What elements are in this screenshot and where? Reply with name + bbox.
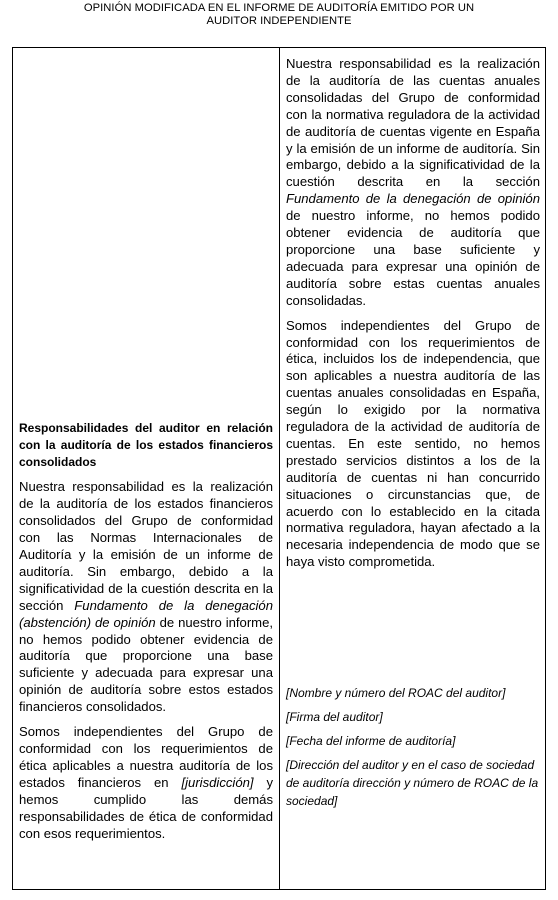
signature-report-date: [Fecha del informe de auditoría]: [286, 734, 456, 748]
left-paragraph-independence: [19, 724, 273, 842]
left-p1-text-b: de nuestro informe, no hemos podido obtener evidencia de auditoría que proporcione una base suficiente y adecuada para expresar una opinión de auditoría sobre estos estados financieros consolidados.: [19, 614, 274, 715]
right-p1-italic-reference: Fundamento de la denegación de opinión: [286, 191, 540, 207]
right-paragraph-independence: Somos independientes del Grupo de conformidad con los requerimientos de ética, incluidos los de independencia, que son aplicables a nuestra auditoría de las cuentas anuales consolidadas en España, según lo exigido por la normativa reguladora de la actividad de auditoría de cuentas. En este sentido, no hemos prestado servicios distintos a los de la auditoría de cuentas ni han concurrido situaciones o circunstancias que, de acuerdo con lo establecido en la citada normativa reguladora, hayan afectado a la necesaria independencia de modo que se haya visto comprometida.: [286, 317, 540, 570]
signature-auditor-address: [Dirección del auditor y en el caso de sociedad de auditoría dirección y número de ROAC de la sociedad]: [286, 758, 539, 808]
section-heading: Responsabilidades del auditor en relación con la auditoría de los estados financieros consolidados: [19, 421, 273, 469]
signature-block: [286, 684, 540, 816]
left-p1-text-a: Nuestra responsabilidad es la realización de la auditoría de los estados financieros consolidados del Grupo de conformidad con las Normas Internacionales de Auditoría y la emisión de un informe de auditoría. Sin embargo, debido a la significatividad de la cuestión descrita en la sección: [19, 479, 273, 613]
page-title: [0, 2, 558, 28]
left-p1-italic-reference: Fundamento de la denegación (abstención) de opinión: [19, 597, 273, 630]
right-column: [286, 56, 540, 579]
right-p1-text-b: de nuestro informe, no hemos podido obtener evidencia de auditoría que proporcione una base suficiente y adecuada para expresar una opinión de auditoría sobre estas cuentas anuales consolidadas.: [286, 208, 540, 308]
right-p1-text-a: Nuestra responsabilidad es la realización de la auditoría de las cuentas anuales consolidadas del Grupo de conformidad con la normativa reguladora de la actividad de auditoría de cuentas vigente en España y la emisión de un informe de auditoría. Sin embargo, debido a la significatividad de la cuestión descrita en la sección: [286, 56, 540, 190]
signature-auditor-signature: [Firma del auditor]: [286, 710, 383, 724]
left-p2-text-b: y hemos cumplido las demás responsabilidades de ética de conformidad con esos requerimientos.: [19, 774, 273, 841]
page-title-line-1: OPINIÓN MODIFICADA EN EL INFORME DE AUDITORÍA EMITIDO POR UN: [83, 2, 475, 14]
left-column: [19, 420, 273, 850]
comparison-table: [12, 47, 546, 890]
page-title-line-2: AUDITOR INDEPENDIENTE: [206, 15, 352, 27]
column-divider: [279, 48, 280, 889]
right-paragraph-responsibility: [286, 56, 540, 310]
left-p2-italic-jurisdiction: [jurisdicción]: [181, 774, 254, 790]
left-p2-text-a: Somos independientes del Grupo de conformidad con los requerimientos de ética aplicables a nuestra auditoría de los estados financieros en: [19, 724, 273, 790]
left-paragraph-responsibility: [19, 479, 273, 716]
signature-roac-name: [Nombre y número del ROAC del auditor]: [286, 686, 506, 700]
